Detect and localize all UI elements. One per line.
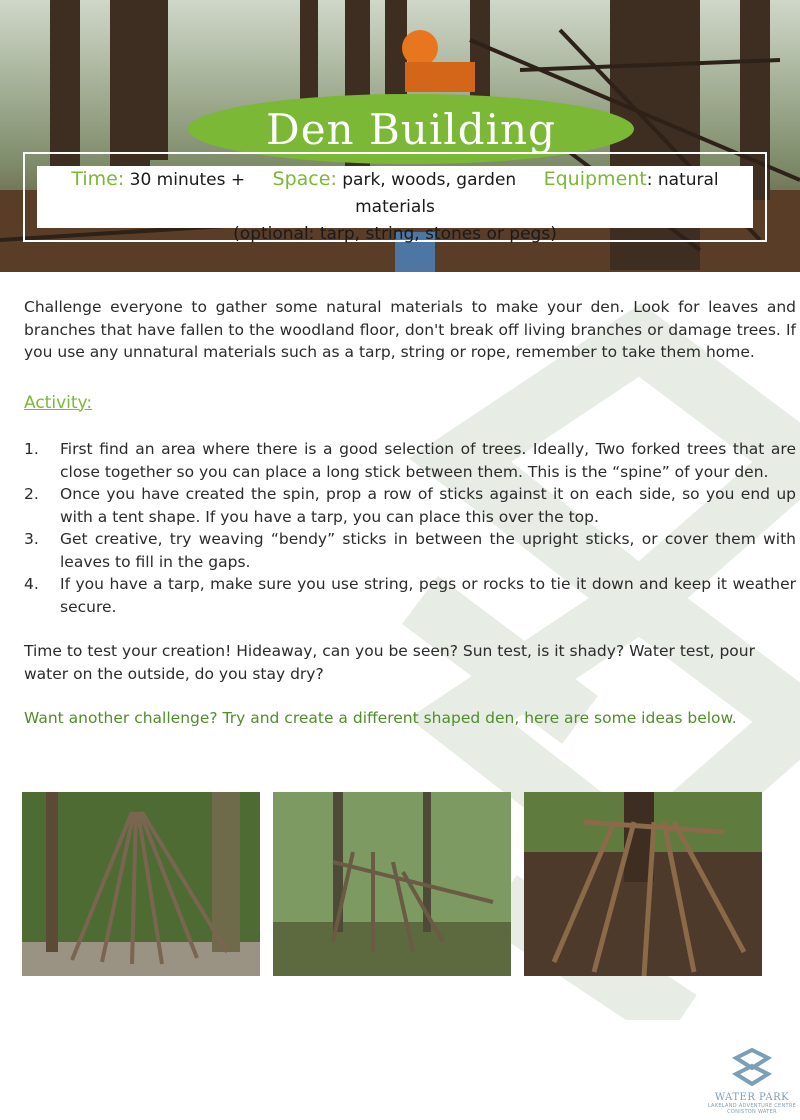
space-label: Space: — [272, 168, 337, 190]
wigwam-den-photo — [524, 792, 762, 976]
info-panel — [37, 166, 753, 244]
equipment-optional: (optional: tarp, string, stones or pegs) — [233, 224, 557, 244]
step-text: Get creative, try weaving “bendy” sticks in between the upright sticks, or cover them with leaves to fill in the gaps. — [60, 530, 796, 571]
lean-to-den-photo — [273, 792, 511, 976]
step-number: 2. — [24, 485, 39, 503]
step-number: 3. — [24, 530, 39, 548]
equipment-label: Equipment — [543, 168, 647, 190]
info-box — [23, 152, 767, 242]
step-text: Once you have created the spin, prop a row of sticks against it on each side, so you end up with a tent shape. If you have a tarp, you can place this over the top. — [60, 485, 796, 526]
list-item — [24, 573, 796, 618]
list-item — [24, 438, 796, 483]
challenge-paragraph: Want another challenge? Try and create a different shaped den, here are some ideas below. — [24, 709, 737, 727]
steps-list — [24, 438, 796, 618]
step-text: If you have a tarp, make sure you use string, pegs or rocks to tie it down and keep it weather secure. — [60, 575, 796, 616]
teepee-den-photo — [22, 792, 260, 976]
equipment-value: : natural materials — [355, 170, 719, 217]
time-value: 30 minutes + — [129, 170, 246, 190]
activity-heading: Activity: — [24, 392, 93, 413]
logo-subtitle-1: LAKELAND ADVENTURE CENTRE — [707, 1103, 797, 1109]
celtic-knot-icon — [732, 1048, 772, 1086]
content — [24, 296, 796, 730]
logo-name: WATER PARK — [714, 1092, 790, 1103]
page-title: Den Building — [266, 104, 556, 154]
photo-row — [22, 792, 764, 976]
logo-subtitle-2: CONISTON WATER — [727, 1109, 777, 1115]
step-number: 1. — [24, 440, 39, 458]
intro-paragraph: Challenge everyone to gather some natural materials to make your den. Look for leaves and branches that have fallen to the woodland floor, don't break off living branches or damage trees. If you use any unnatural materials such as a tarp, string or rope, remember to take them home. — [24, 298, 796, 361]
test-paragraph: Time to test your creation! Hideaway, can you be seen? Sun test, is it shady? Water test, pour water on the outside, do you stay dry? — [24, 642, 755, 683]
step-text: First find an area where there is a good selection of trees. Ideally, Two forked trees that are close together so you can place a long stick between them. This is the “spine” of your den. — [60, 440, 796, 481]
list-item — [24, 528, 796, 573]
list-item — [24, 483, 796, 528]
info-line-1 — [37, 166, 753, 221]
step-number: 4. — [24, 575, 39, 593]
water-park-logo — [706, 1048, 798, 1120]
time-label: Time: — [71, 168, 125, 190]
space-value: park, woods, garden — [342, 170, 517, 190]
